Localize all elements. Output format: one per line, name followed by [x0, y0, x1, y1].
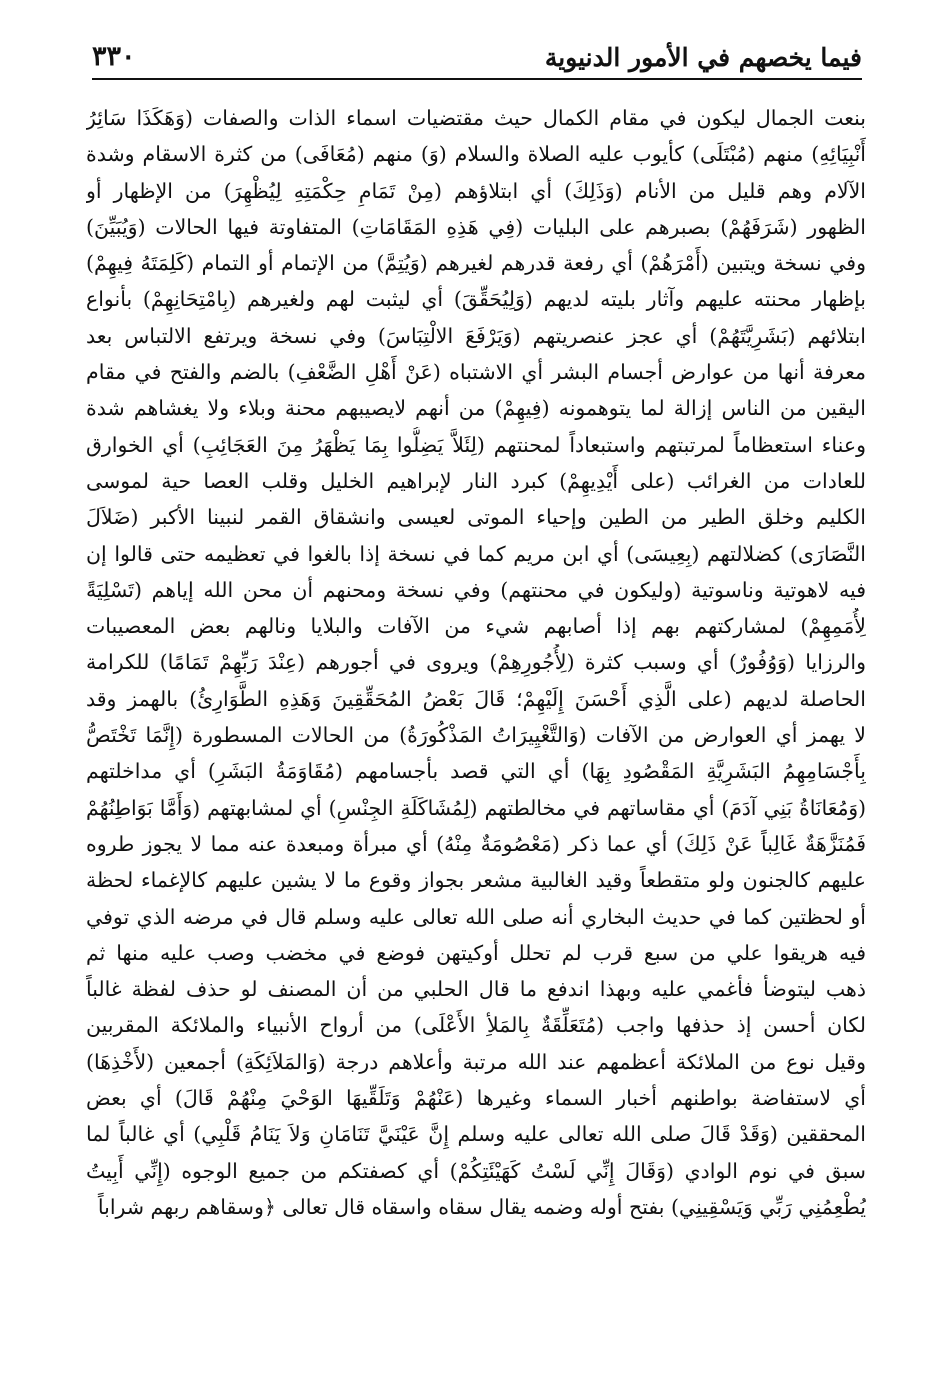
text-line: أو لحظتين كما في حديث البخاري أنه صلى الله تعالى عليه وسلم قال في مرضه الذي توفي: [86, 904, 866, 929]
text-line: الآلام وهم قليل من الأنام (وَذَلِكَ) أي ابتلاؤهم (مِنْ تَمَامِ حِكْمَتِهِ لِيُظْهِرَ) من الإظهار أو: [86, 178, 866, 203]
text-line: وعناء استعظاماً لمرتبتهم واستبعاداً لمحنتهم (لِئَلاَّ يَضِلُّوا بِمَا يَظْهَرُ مِنَ العَجَائِبِ) أي الخوارق: [86, 432, 866, 457]
text-line: لِأُمَمِهِمْ) لمشاركتهم بهم إذا أصابهم شيء من الآفات والبلايا ونالهم بعض المعصيبات: [86, 614, 866, 639]
text-line: يُطْعِمُنِي رَبِّي وَيَسْقِينِي) بفتح أوله وضمه يقال سقاه واسقاه قال تعالى ﴿وسقاهم ربهم شراباً: [97, 1194, 866, 1219]
text-line: أَنْبِيَائِهِ) منهم (مُبْتَلَى) كأيوب عليه الصلاة والسلام (وَ) منهم (مُعَافَى) من كثرة الاسقام وشدة: [86, 142, 866, 167]
text-line: ذهب ليتوضأ فأغمي عليه وبهذا اندفع ما قال الحلبي من أن المصنف لو حذف لفظة غالباً: [86, 977, 866, 1002]
text-line: وفي نسخة ويتبين (أَمْرَهُمْ) أي رفعة قدرهم لغيرهم (وَيُتِمَّ) من الإتمام أو التمام (كَلِمَتَهُ فِيهِمْ): [86, 251, 866, 276]
text-line: ابتلائهم (بَشَرِيَّتَهُمْ) أي عجز عنصريتهم (وَيَرْفَعَ الالْتِبَاسَ) وفي نسخة ويرتفع الالتباس بعد: [86, 323, 866, 348]
running-title: فيما يخصهم في الأمور الدنيوية: [544, 43, 862, 72]
text-line: أي لاستفاضة بواطنهم أخبار السماء وغيرها (عَنْهُمْ وَتَلَقِّيهَا الوَحْيَ مِنْهُمْ قَالَ) أي بعض: [86, 1086, 866, 1111]
text-line: المحققين (وَقَدْ قَالَ صلى الله تعالى عليه وسلم إِنَّ عَيْنَيَّ تَنَامَانِ وَلاَ يَنَامُ قَلْبِي) أي غالباً لما: [86, 1122, 866, 1147]
text-line: الظهور (شَرَفَهُمْ) بصبرهم على البليات (فِي هَذِهِ المَقَامَاتِ) المتفاوتة فيها الحالات (وَيُبَيِّنَ): [86, 214, 866, 239]
text-line: بِأَجْسَامِهِمُ البَشَرِيَّةِ المَقْصُودِ بِهَا) أي التي قصد بأجسامهم (مُقَاوَمَةُ البَشَرِ) أي مداخلتهم: [86, 759, 866, 784]
text-line: النَّصَارَى) كضلالتهم (بِعِيسَى) أي ابن مريم كما في نسخة إذا بالغوا في تعظيمه حتى قالوا إن: [86, 541, 866, 566]
text-line: بإظهار محنته عليهم وآثار بليته لديهم (وَلِيُحَقِّقَ) أي ليثبت لهم ولغيرهم (بِامْتِحَانِهِمْ) بأنواع: [86, 287, 866, 312]
text-line: فَمُنَزَّهَةٌ غَالِباً عَنْ ذَلِكَ) أي عما ذكر (مَعْصُومَةٌ مِنْهُ) أي مبرأة ومبعدة عنه مما لا يجوز طروه: [86, 831, 866, 856]
text-line: وقيل نوع من الملائكة أعظمهم عند الله مرتبة وأعلاهم درجة (وَالمَلاَئِكَةِ) أجمعين (لأَخْذِهَا): [86, 1049, 866, 1074]
text-line: (وَمُعَانَاةُ بَنِي آدَمَ) أي مقاساتهم في مخالطتهم (لِمُشَاكَلَةِ الجِنْسِ) أي لمشابهتهم (وَأَمَّا بَوَاطِنُهُمْ: [86, 795, 866, 820]
text-line: عليهم كالجنون ولو متقطعاً وقيد الغالبية مشعر بجواز وقوع ما لا يشين عليهم كالإغماء لحظة: [86, 868, 866, 893]
text-line: بنعت الجمال ليكون في مقام الكمال حيث مقتضيات اسماء الذات والصفات (وَهَكَذَا سَائِرُ: [86, 106, 866, 130]
text-line: فيه هريقوا علي من سبع قرب لم تحلل أوكيتهن فوضع في مخضب وصب عليه منها ثم: [86, 940, 866, 965]
page-header: [92, 36, 862, 80]
text-line: سبق في نوم الوادي (وَقَالَ إِنِّي لَسْتُ كَهَيْئَتِكُمْ) أي كصفتكم من جميع الوجوه (إِنِّي أَبِيتُ: [86, 1158, 866, 1183]
text-line: فيه لاهوتية وناسوتية (وليكون في محنتهم) وفي نسخة ومحنهم أن محن الله إياهم (تَسْلِيَةً: [86, 577, 866, 602]
text-line: والرزايا (وَوُفُورٌ) أي وسبب كثرة (لِأُجُورِهِمْ) ويروى في أجورهم (عِنْدَ رَبِّهِمْ تَمَامًا) للكرامة: [86, 650, 866, 675]
text-line: لكان أحسن إذ حذفها واجب (مُتَعَلِّقَةٌ بِالمَلأِ الأَعْلَى) من أرواح الأنبياء والملائكة المقربين: [86, 1013, 866, 1038]
text-line: الحاصلة لديهم (على الَّذِي أَحْسَنَ إِلَيْهِمْ؛ قَالَ بَعْضُ المُحَقِّقِينَ وَهَذِهِ الطَّوَارِئُ) بالهمز وقد: [86, 686, 866, 711]
page-number: ٣٣٠: [92, 41, 136, 72]
body-text: [86, 100, 866, 1225]
text-line: للعادات من الغرائب (على أَيْدِيهِمْ) كبرد النار لإبراهيم الخليل وقلب العصا حية لموسى: [86, 468, 866, 493]
text-line: معرفة أنها من عوارض أجسام البشر أي الاشتباه (عَنْ أَهْلِ الضَّعْفِ) بالضم والفتح في مقام: [86, 360, 866, 385]
text-line: الكليم وخلق الطير من الطين وإحياء الموتى لعيسى وانشقاق القمر لنبينا الأكبر (ضَلاَلَ: [86, 505, 866, 530]
text-line: لا يهمز أي العوارض من الآفات (وَالتَّغْيِيرَاتُ المَذْكُورَةُ) من الحالات المسطورة (إِنَّمَا تَخْتَصُّ: [86, 723, 866, 748]
text-line: اليقين من الناس إزالة لما يتوهمونه (فِيهِمْ) من أنهم لايصيبهم محنة وبلاء ولا يغشاهم شدة: [86, 396, 866, 421]
